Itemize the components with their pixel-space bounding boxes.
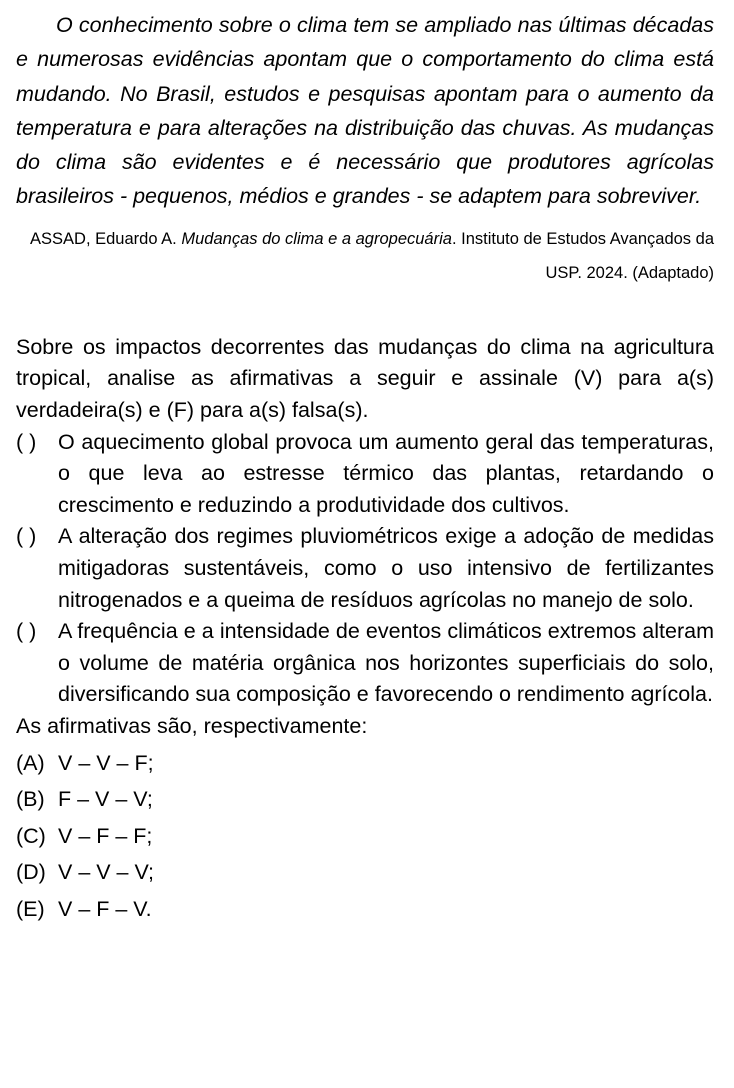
answer-blank: ( ) [16, 619, 37, 644]
option-letter: (A) [16, 750, 45, 775]
option-text: V – F – V. [58, 896, 152, 921]
option-d[interactable] [16, 857, 714, 889]
option-text: F – V – V; [58, 787, 153, 812]
citation-author: ASSAD, Eduardo A. [30, 229, 177, 248]
exam-page [16, 8, 714, 925]
question-block [16, 332, 714, 926]
statement-text: O aquecimento global provoca um aumento geral das temperaturas, o que leva ao estresse térmico das plantas, retardando o crescimento e reduzindo a produtividade dos cultivos. [58, 429, 714, 517]
citation-title: Mudanças do clima e a agropecuária [181, 229, 452, 248]
option-e[interactable] [16, 894, 714, 926]
option-text: V – V – F; [58, 750, 154, 775]
statement-3 [16, 616, 714, 711]
option-text: V – V – V; [58, 860, 155, 885]
option-text: V – F – F; [58, 823, 153, 848]
answer-blank: ( ) [16, 429, 37, 454]
option-c[interactable] [16, 821, 714, 853]
citation-source: . Instituto de Estudos Avançados da USP. 2024. (Adaptado) [451, 229, 714, 282]
statement-text: A frequência e a intensidade de eventos climáticos extremos alteram o volume de matéria orgânica nos horizontes superficiais do solo, diversificando sua composição e favorecendo o rendimento agrícola. [58, 619, 714, 707]
question-stem: Sobre os impactos decorrentes das mudanças do clima na agricultura tropical, analise as afirmativas a seguir e assinale (V) para a(s) verdadeira(s) e (F) para a(s) falsa(s). [16, 334, 714, 422]
option-letter: (B) [16, 787, 45, 812]
option-b[interactable] [16, 784, 714, 816]
option-letter: (D) [16, 860, 46, 885]
passage-text: O conhecimento sobre o clima tem se ampliado nas últimas décadas e numerosas evidências apontam que o comportamento do clima está mudando. No Brasil, estudos e pesquisas apontam para o aumento da temperatura e para alterações na distribuição das chuvas. As mudanças do clima são evidentes e é necessário que produtores agrícolas brasileiros - pequenos, médios e grandes - se adaptem para sobreviver. [16, 13, 714, 209]
option-letter: (E) [16, 896, 45, 921]
answer-options [16, 748, 714, 926]
question-prompt: As afirmativas são, respectivamente: [16, 713, 368, 738]
statement-1 [16, 427, 714, 522]
option-a[interactable] [16, 748, 714, 780]
option-letter: (C) [16, 823, 46, 848]
statement-text: A alteração dos regimes pluviométricos exige a adoção de medidas mitigadoras sustentáveis, como o uso intensivo de fertilizantes nitrogenados e a queima de resíduos agrícolas no manejo de solo. [58, 524, 714, 612]
statement-2 [16, 521, 714, 616]
citation [16, 222, 714, 290]
answer-blank: ( ) [16, 524, 37, 549]
